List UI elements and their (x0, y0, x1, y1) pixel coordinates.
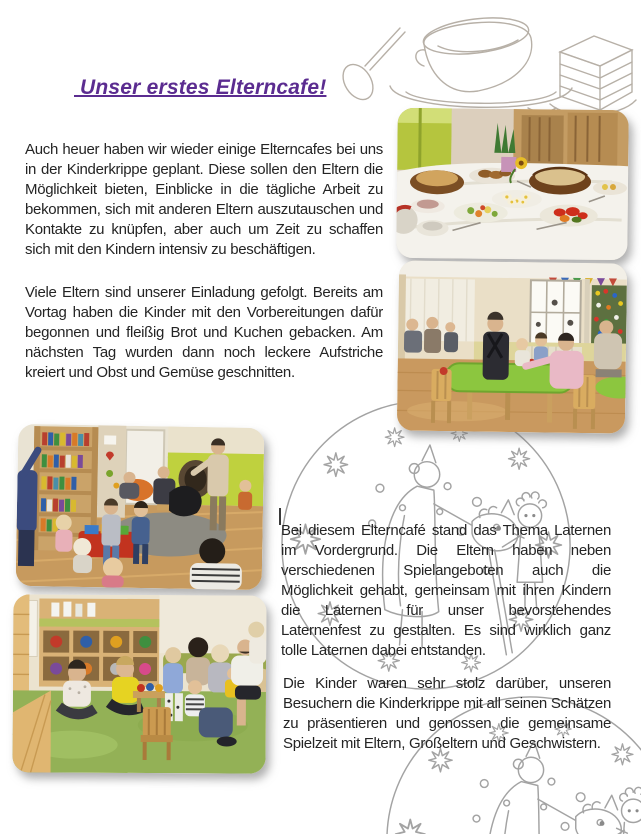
paragraph-intro[interactable]: Auch heuer haben wir wieder einige Elterncafes bei uns in der Kinderkrippe geplant. Diese sollen den Eltern die Möglichkeit bieten, Einblicke in die tägliche Arbeit zu bekommen, sich mit anderen Eltern auszutauschen und Kontakte zu knüpfen, aber auch um Zeit zu schaffen sich mit den Kindern intensiv zu beschäftigen. (25, 141, 383, 258)
playroom-photo[interactable] (16, 424, 265, 590)
elterncafe-room-illustration (397, 260, 627, 433)
paragraph-preparation[interactable]: Viele Eltern sind unserer Einladung gefolgt. Bereits am Vortag haben die Kinder mit den Vorbereitungen dafür begonnen und fleißig Brot und Kuchen gebacken. Am nächsten Tag wurden dann noch leckere Aufstriche kreiert und Obst und Gemüse geschnitten. (25, 284, 383, 381)
page-title[interactable]: Unser erstes Elterncafe! (74, 76, 327, 100)
text-insertion-cursor (279, 508, 281, 525)
carpet-play-photo[interactable] (13, 594, 267, 773)
playroom-illustration (16, 424, 265, 590)
room-floor-and-tables (397, 357, 627, 434)
paragraph-spielzeit[interactable]: Die Kinder waren sehr stolz darüber, unseren Besuchern die Kinderkrippe mit all seinen Schätzen zu präsentieren und genossen die gemeinsame Spielzeit mit Eltern, Großeltern und Geschwistern. (283, 675, 611, 752)
buffet-photo[interactable] (396, 108, 629, 260)
elterncafe-room-photo[interactable] (397, 260, 627, 433)
paragraph-laternen[interactable]: Bei diesem Elterncafé stand das Thema Laternen im Vordergrund. Die Eltern haben neben verschiedenen Spielangeboten auch die Möglichkeit gehabt, gemeinsam mit ihren Kindern die Laternen für unser bevorstehendes Laternenfest zu gestalten. Es sind wirklich ganz tolle Laternen dabei entstanden. (281, 522, 611, 659)
carpet-play-illustration (13, 594, 267, 773)
buffet-photo-illustration (396, 108, 629, 260)
buffet-table (396, 156, 628, 260)
coffee-cup-cake-sketch (328, 0, 640, 118)
